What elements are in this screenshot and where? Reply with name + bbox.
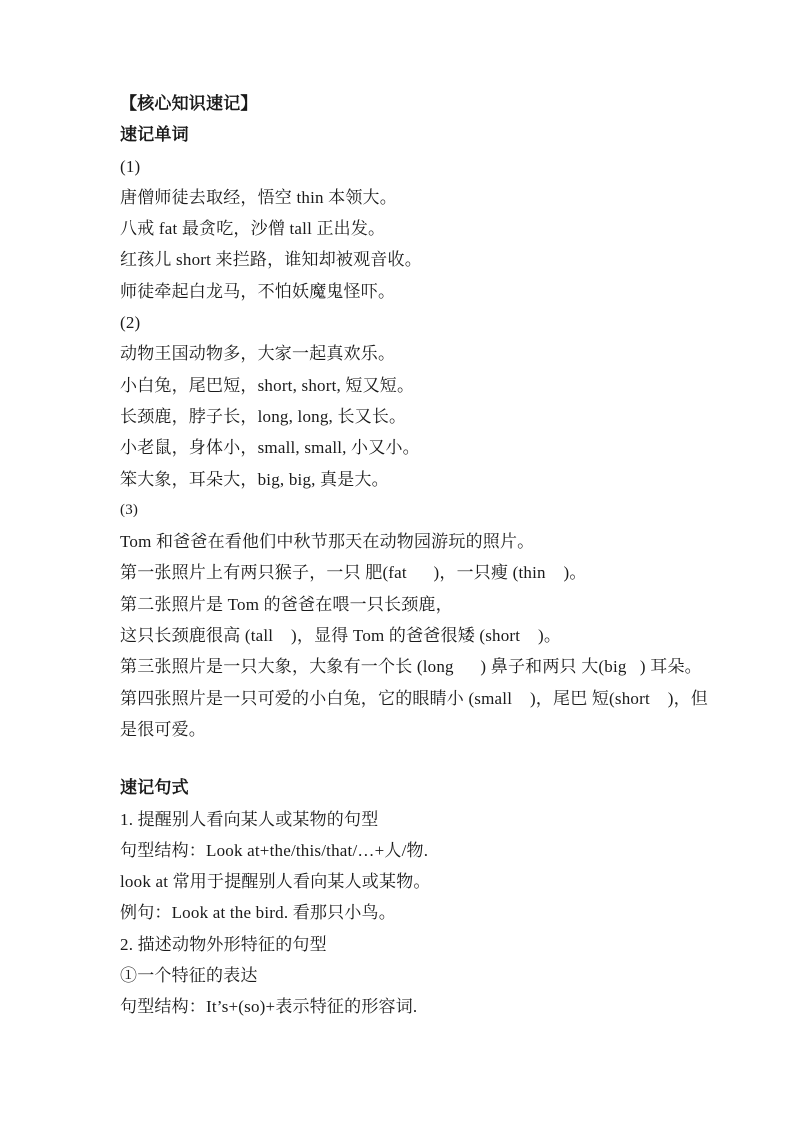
story-line: 第三张照片是一只大象，大象有一个长 (long ) 鼻子和两只 大(big ) 耳朵。	[120, 657, 702, 677]
mnemonic-line: 红孩儿 short 来拦路，谁知却被观音收。	[120, 250, 422, 270]
mnemonic-line: 长颈鹿，脖子长，long, long, 长又长。	[120, 406, 407, 426]
mnemonic-line: 八戒 fat 最贪吃，沙僧 tall 正出发。	[120, 219, 386, 239]
section-heading-words: 速记单词	[120, 125, 189, 145]
doc-title: 【核心知识速记】	[120, 94, 258, 113]
mnemonic-line: 动物王国动物多，大家一起真欢乐。	[120, 344, 396, 364]
blank-line	[120, 745, 730, 772]
story-line: 第四张照片是一只可爱的小白兔，它的眼睛小 (small )，尾巴 短(short )，但	[120, 688, 708, 708]
section-heading-sentences: 速记句式	[120, 778, 189, 798]
mnemonic-line: 师徒牵起白龙马，不怕妖魔鬼怪吓。	[120, 281, 396, 301]
sentence-pattern-line: look at 常用于提醒别人看向某人或某物。	[120, 872, 431, 892]
story-line: 这只长颈鹿很高 (tall )，显得 Tom 的爸爸很矮 (short )。	[120, 626, 562, 646]
sentence-pattern-line: 例句：Look at the bird. 看那只小鸟。	[120, 903, 396, 923]
mnemonic-line: 唐僧师徒去取经，悟空 thin 本领大。	[120, 187, 397, 207]
group-label-2: (2)	[120, 313, 141, 333]
story-line: 是很可爱。	[120, 719, 206, 739]
sentence-pattern-line: 1. 提醒别人看向某人或某物的句型	[120, 809, 379, 829]
sentence-pattern-line: ①一个特征的表达	[120, 966, 258, 986]
story-line: 第二张照片是 Tom 的爸爸在喂一只长颈鹿，	[120, 594, 453, 614]
group-label-1: (1)	[120, 156, 141, 176]
group-label-3: (3)	[120, 501, 139, 518]
document-content	[120, 88, 730, 1023]
mnemonic-line: 笨大象，耳朵大，big, big, 真是大。	[120, 469, 389, 489]
sentence-pattern-line: 句型结构：It’s+(so)+表示特征的形容词.	[120, 997, 418, 1017]
mnemonic-line: 小老鼠，身体小，small, small, 小又小。	[120, 438, 420, 458]
mnemonic-line: 小白兔，尾巴短，short, short, 短又短。	[120, 375, 415, 395]
story-line: Tom 和爸爸在看他们中秋节那天在动物园游玩的照片。	[120, 532, 535, 552]
sentence-pattern-line: 句型结构：Look at+the/this/that/…+人/物.	[120, 840, 429, 860]
sentence-pattern-line: 2. 描述动物外形特征的句型	[120, 934, 327, 954]
story-line: 第一张照片上有两只猴子，一只 肥(fat )，一只瘦 (thin )。	[120, 563, 587, 583]
